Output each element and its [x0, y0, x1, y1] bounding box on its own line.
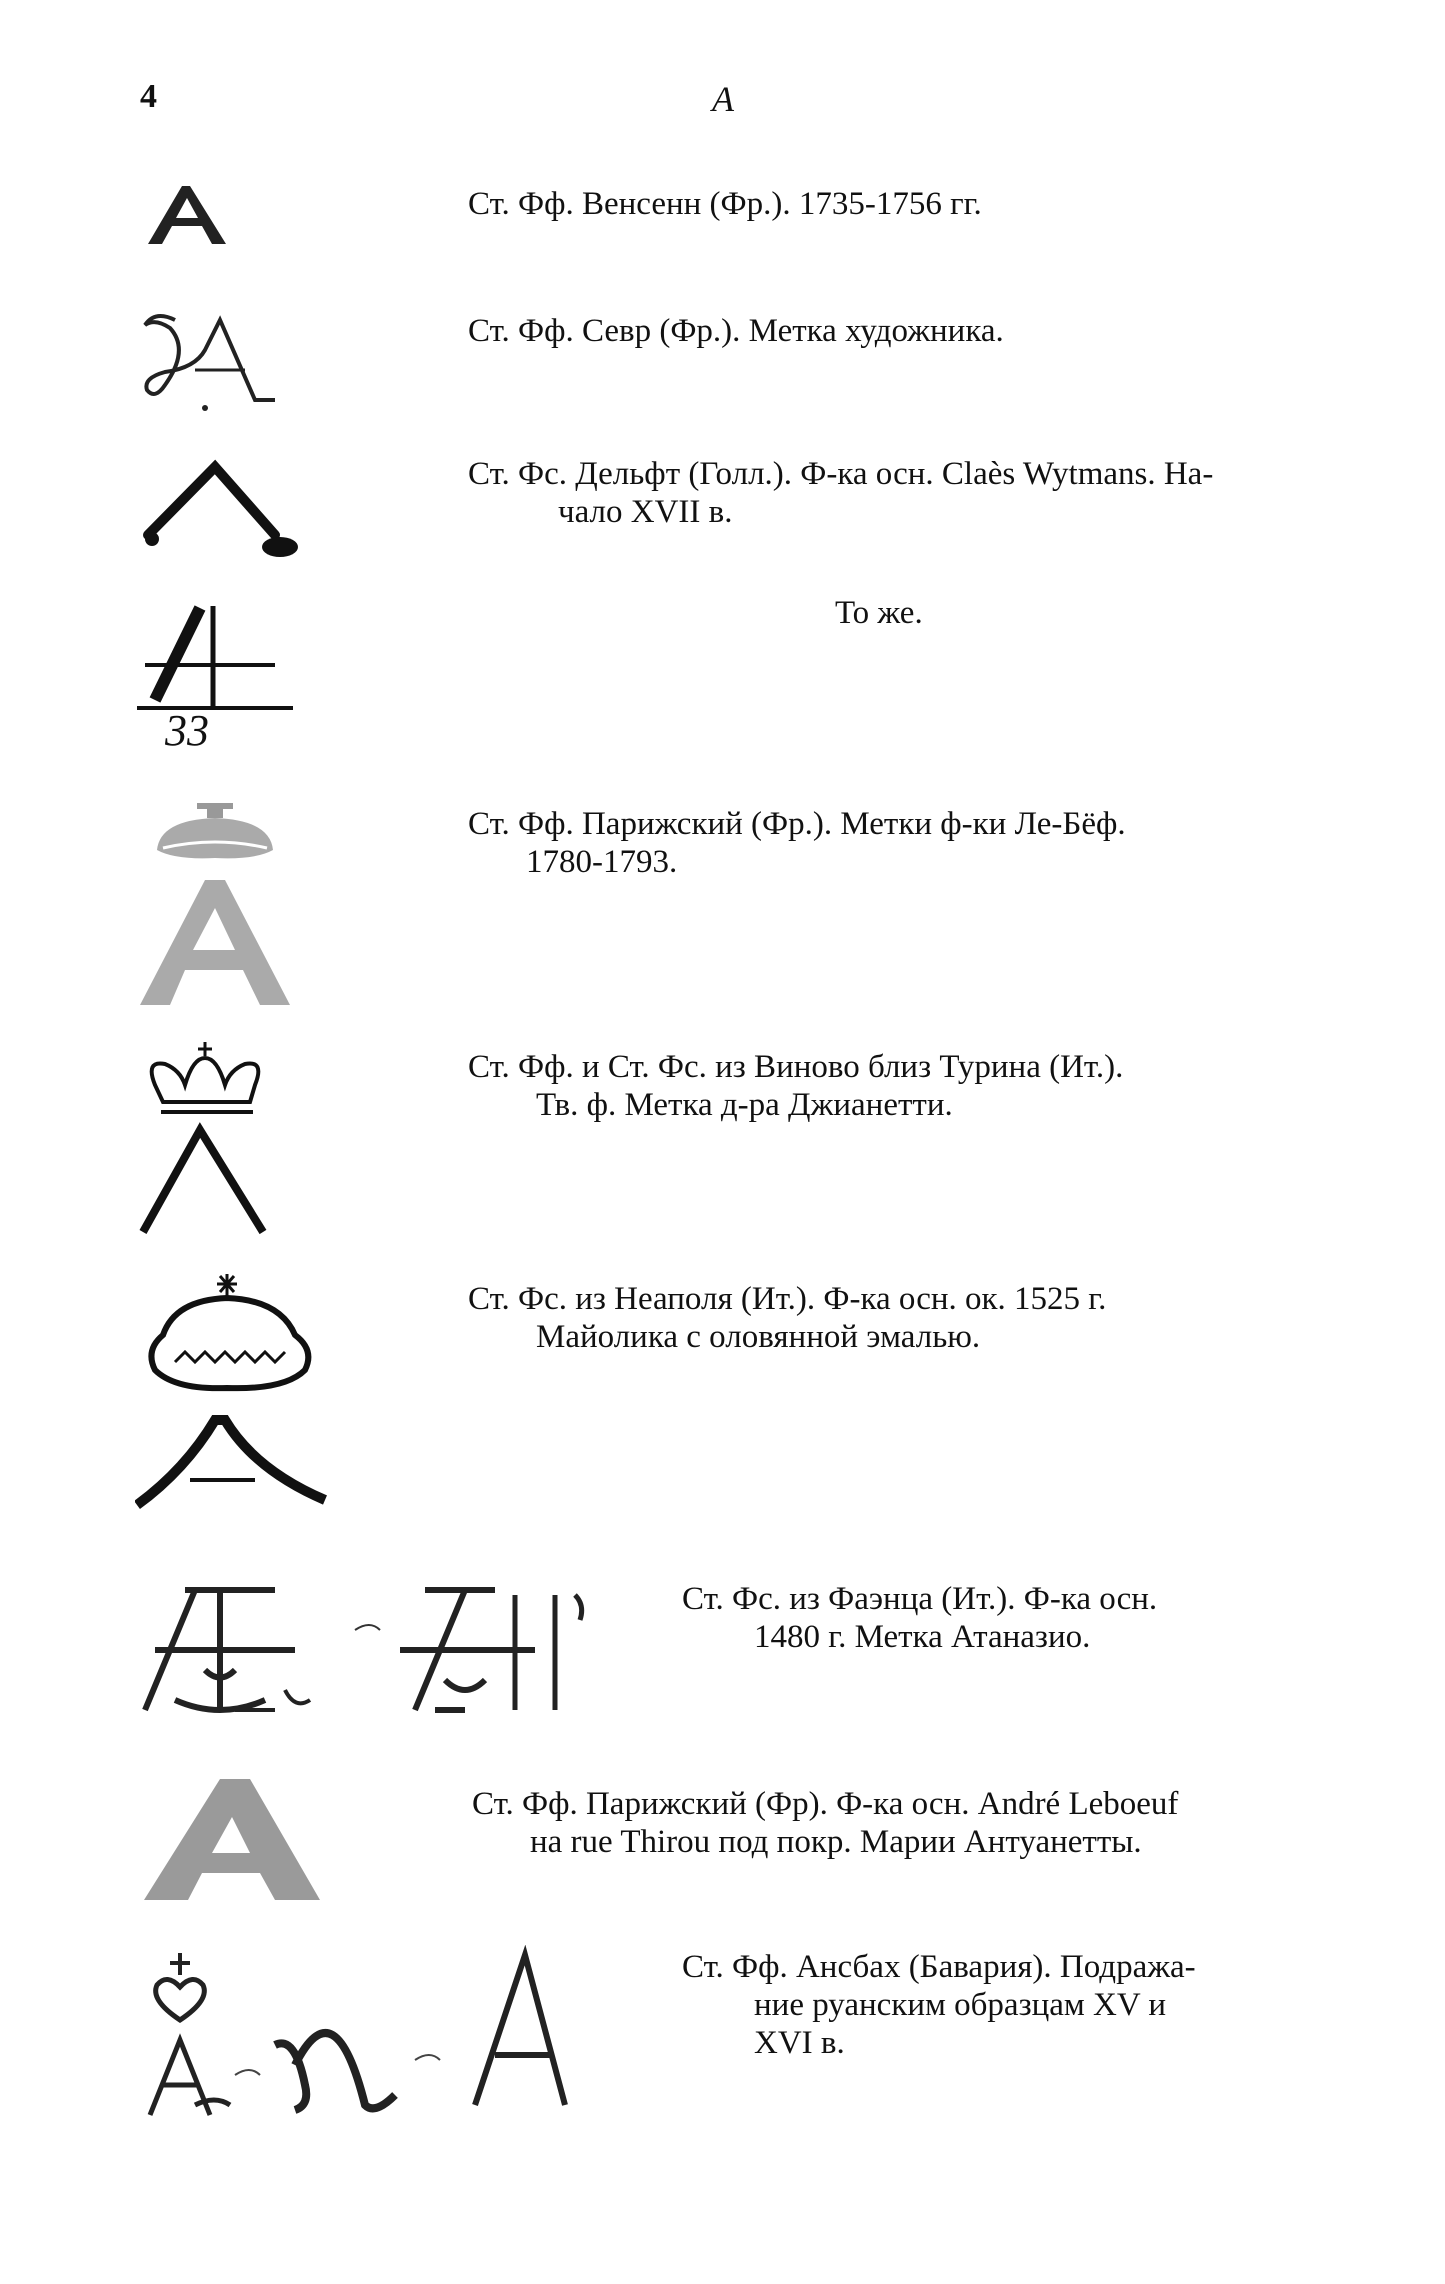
crown-over-a-mark: [135, 800, 295, 1010]
entry-text: Ст. Фф. Ансбах (Бавария). Подража- ние руанским образцам XV и XVI в.: [682, 1949, 1196, 2061]
entry-text: То же.: [835, 595, 923, 631]
entry-text: Ст. Фс. Дельфт (Голл.). Ф-ка осн. Claès Wytmans. На- чало XVII в.: [468, 456, 1214, 530]
bold-gray-a-mark: [140, 1775, 325, 1905]
chevron-a-mark: [140, 455, 310, 565]
running-head: А: [712, 79, 734, 119]
heart-cross-and-script-a-variants-mark: [135, 1945, 595, 2125]
cap-crown-over-a-mark: [135, 1270, 335, 1510]
entry-text: Ст. Фф. Парижский (Фр.). Метки ф-ки Ле-Бёф. 1780-1793.: [468, 806, 1126, 880]
entry-text: Ст. Фс. из Неаполя (Ит.). Ф-ка осн. ок. 1525 г. Майолика с оловянной эмалью.: [468, 1281, 1107, 1355]
crossed-a-with-numerals-mark: [135, 600, 295, 750]
three-monogram-a-variants-mark: [135, 1560, 615, 1740]
mark-numerals: 33: [165, 706, 209, 750]
entry-text: Ст. Фф. и Ст. Фс. из Виново близ Турина (Ит.). Тв. ф. Метка д-ра Джианетти.: [468, 1049, 1124, 1123]
entry-text: Ст. Фс. из Фаэнца (Ит.). Ф-ка осн. 1480 г. Метка Атаназио.: [682, 1581, 1158, 1655]
entry-text: Ст. Фф. Венсенн (Фр.). 1735-1756 гг.: [468, 186, 982, 222]
script-a-mark: [135, 300, 295, 420]
serif-capital-a-mark: [140, 180, 240, 250]
entry-text: Ст. Фф. Парижский (Фр). Ф-ка осн. André Leboeuf на rue Thirou под покр. Марии Антуанетты.: [472, 1786, 1179, 1860]
royal-crown-over-lambda-mark: [135, 1040, 285, 1240]
page-number: 4: [140, 78, 157, 115]
entry-text: Ст. Фф. Севр (Фр.). Метка художника.: [468, 313, 1004, 349]
